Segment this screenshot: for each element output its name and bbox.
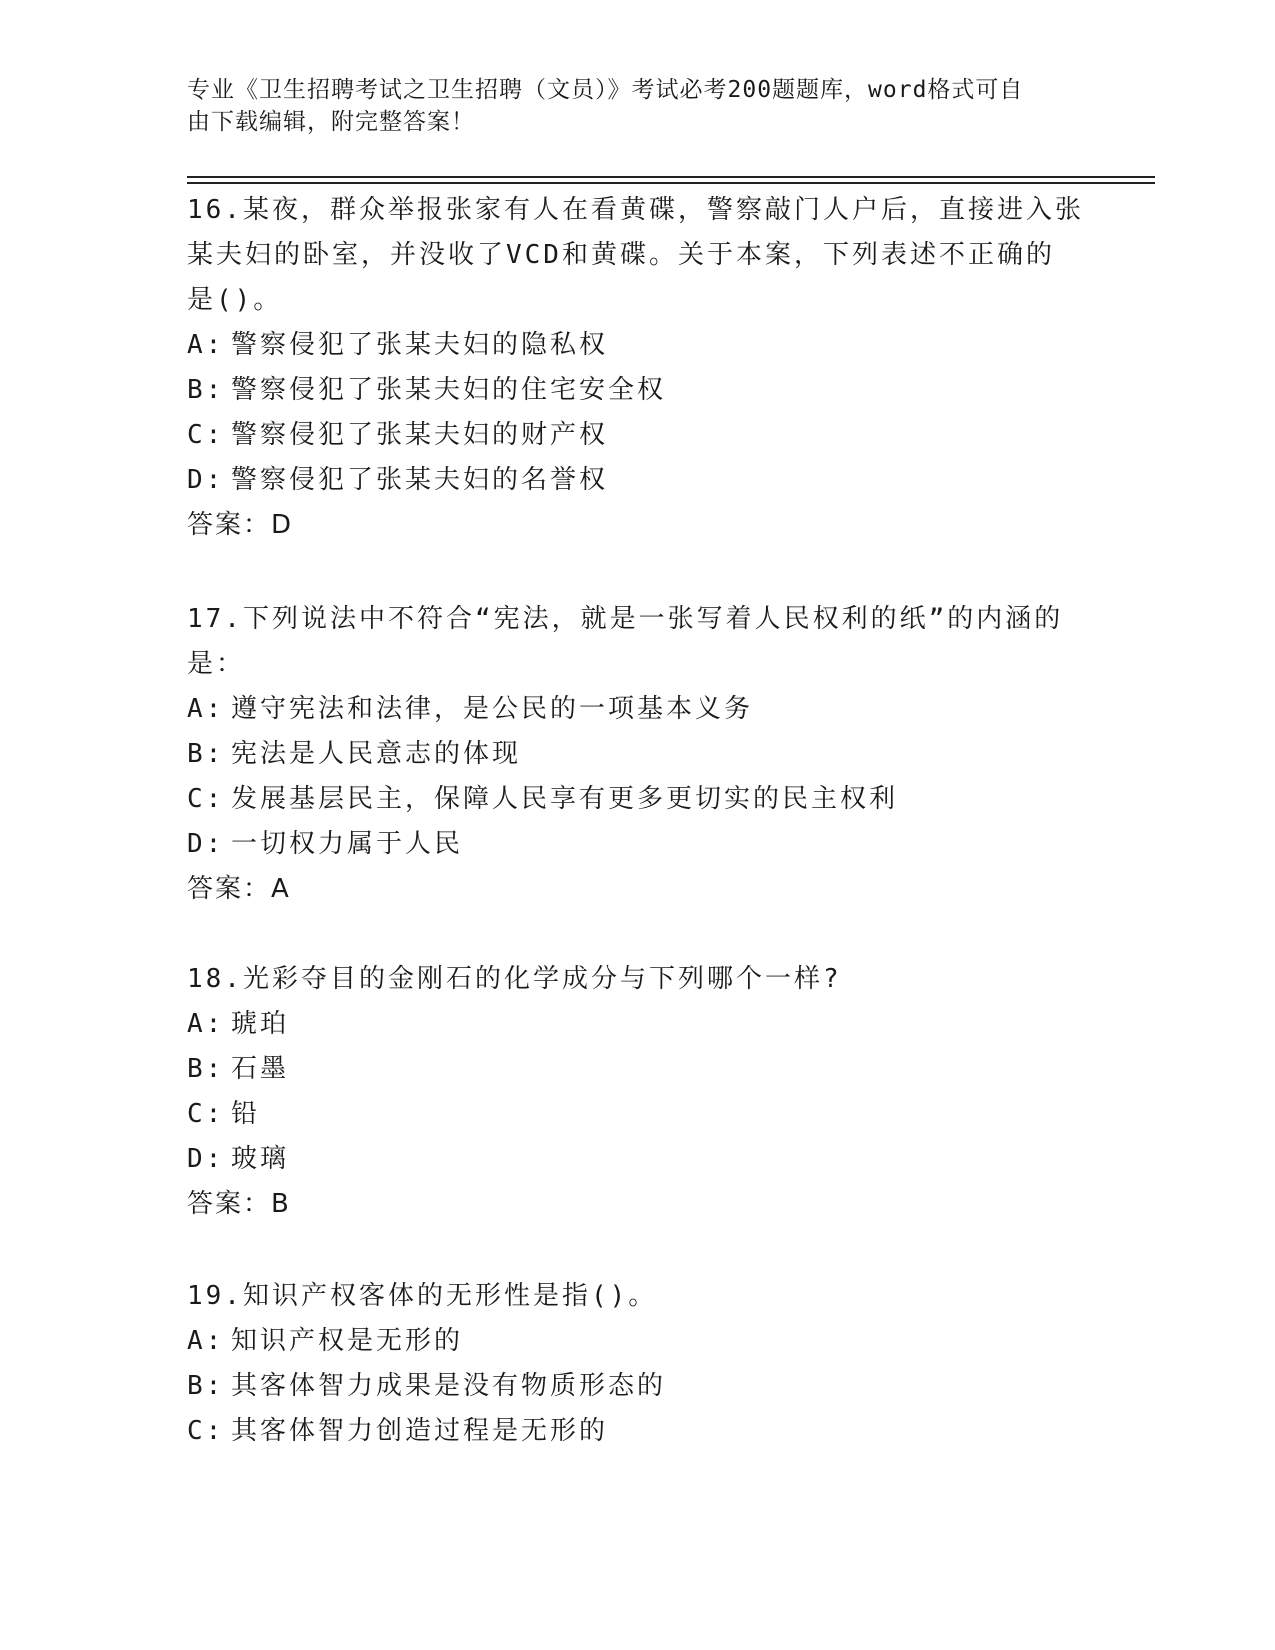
option-a: A: 知识产权是无形的: [187, 1326, 464, 1356]
header-divider-top: [187, 176, 1155, 178]
option-a: A: 琥珀: [187, 1009, 290, 1039]
question-number: 19.: [187, 1281, 243, 1311]
option-b: B: 石墨: [187, 1054, 290, 1084]
question-16: [187, 188, 1087, 548]
option-c: C: 警察侵犯了张某夫妇的财产权: [187, 420, 609, 450]
option-c: C: 发展基层民主，保障人民享有更多更切实的民主权利: [187, 784, 899, 814]
question-stem: 18.光彩夺目的金刚石的化学成分与下列哪个一样?: [187, 964, 842, 994]
option-d: D: 玻璃: [187, 1144, 290, 1174]
question-stem: 19.知识产权客体的无形性是指()。: [187, 1281, 658, 1311]
option-b: B: 其客体智力成果是没有物质形态的: [187, 1371, 667, 1401]
option-a: A: 警察侵犯了张某夫妇的隐私权: [187, 330, 609, 360]
question-17: [187, 597, 1087, 912]
option-b: B: 宪法是人民意志的体现: [187, 739, 522, 769]
option-c: C: 铅: [187, 1099, 261, 1129]
option-c: C: 其客体智力创造过程是无形的: [187, 1416, 609, 1446]
answer-line: 答案：A: [187, 874, 291, 904]
option-d: D: 一切权力属于人民: [187, 829, 464, 859]
header-divider-bottom: [187, 182, 1155, 184]
document-header: [187, 74, 1087, 138]
question-stem: 17.下列说法中不符合“宪法，就是一张写着人民权利的纸”的内涵的 是：: [187, 604, 1064, 679]
option-b: B: 警察侵犯了张某夫妇的住宅安全权: [187, 375, 667, 405]
question-stem: 16.某夜，群众举报张家有人在看黄碟，警察敲门人户后，直接进入张 某夫妇的卧室，并没收了VCD和黄碟。关于本案，下列表述不正确的 是()。: [187, 195, 1084, 315]
answer-line: 答案：D: [187, 510, 294, 540]
question-18: [187, 957, 1087, 1227]
question-19: [187, 1274, 1087, 1454]
question-number: 18.: [187, 964, 243, 994]
option-a: A: 遵守宪法和法律，是公民的一项基本义务: [187, 694, 754, 724]
option-d: D: 警察侵犯了张某夫妇的名誉权: [187, 465, 609, 495]
header-line-2: 由下载编辑，附完整答案！: [187, 109, 475, 135]
answer-line: 答案：B: [187, 1189, 291, 1219]
question-number: 17.: [187, 604, 243, 634]
header-line-1: 专业《卫生招聘考试之卫生招聘（文员）》考试必考200题题库，word格式可自: [187, 77, 1024, 103]
question-number: 16.: [187, 195, 243, 225]
